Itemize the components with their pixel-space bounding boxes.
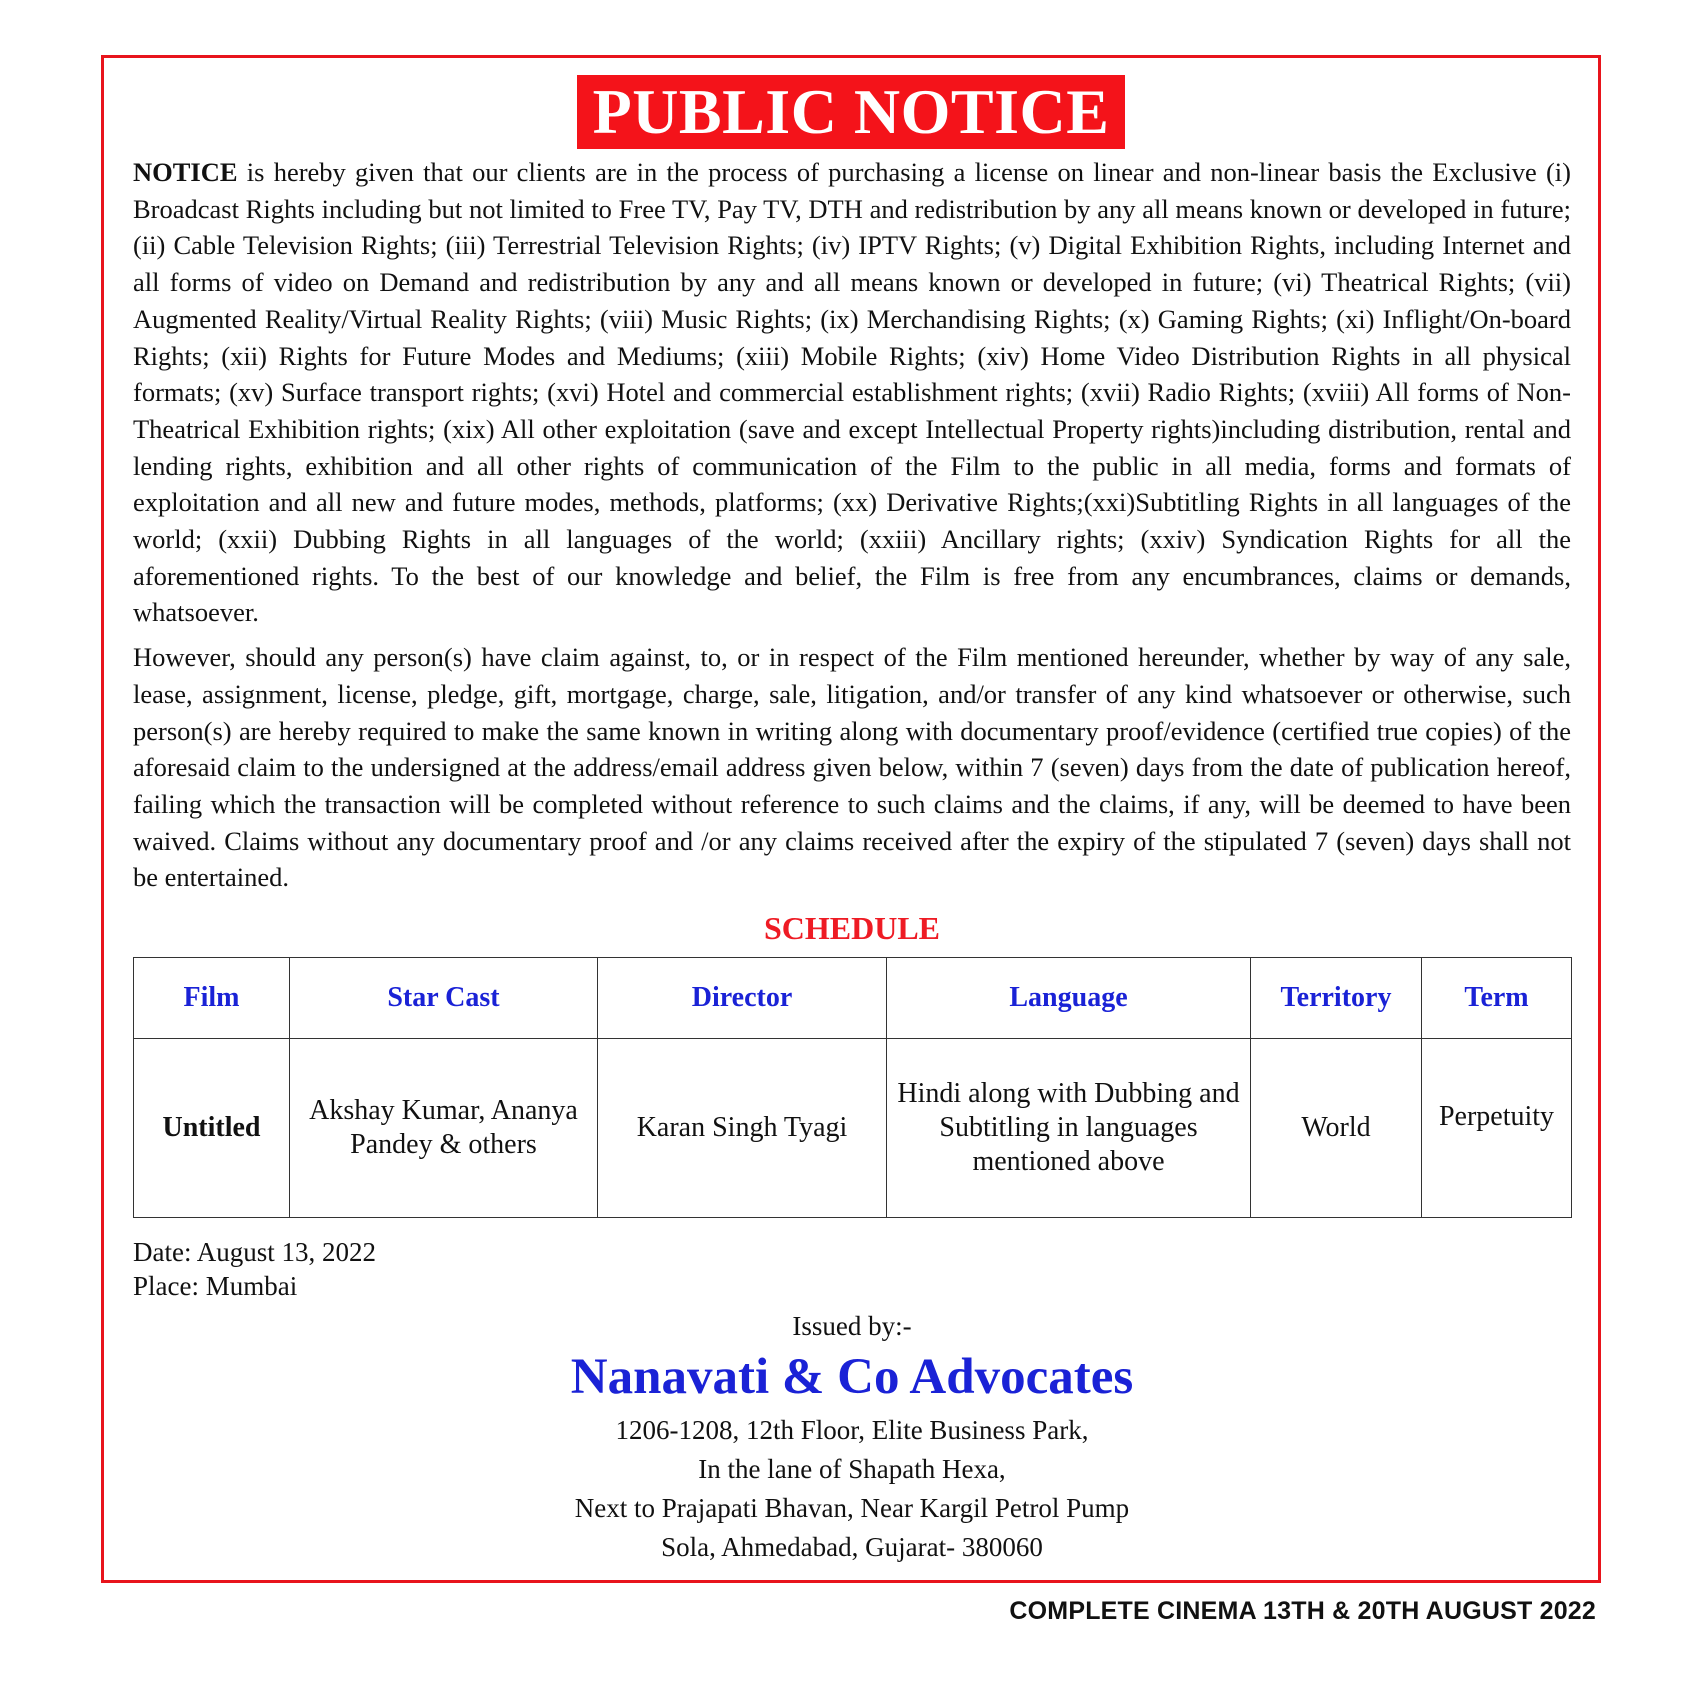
- table-row: [134, 1039, 1572, 1218]
- address-line: In the lane of Shapath Hexa,: [698, 1454, 1006, 1485]
- schedule-table: [133, 957, 1572, 1218]
- address-line: Sola, Ahmedabad, Gujarat- 380060: [661, 1532, 1043, 1563]
- notice-lead-word: NOTICE: [133, 157, 238, 187]
- firm-name: Nanavati & Co Advocates: [570, 1349, 1134, 1406]
- notice-paragraph-1-body: is hereby given that our clients are in the process of purchasing a license on linear and non-linear basis the Exclusive (i) Broadcast Rights including but not limited to Free TV, Pay TV, DTH and redistribution by any all means known or developed in future; (ii) Cable Television Rights; (iii) Terrestrial Television Rights; (iv) IPTV Rights; (v) Digital Exhibition Rights, including Internet and all forms of video on Demand and redistribution by any and all means known or developed in future; (vi) Theatrical Rights; (vii) Augmented Reality/Virtual Reality Rights; (viii) Music Rights; (ix) Merchandising Rights; (x) Gaming Rights; (xi) Inflight/On-board Rights; (xii) Rights for Future Modes and Mediums; (xiii) Mobile Rights; (xiv) Home Video Distribution Rights in all physical formats; (xv) Surface transport rights; (xvi) Hotel and commercial establishment rights; (xvii) Radio Rights; (xviii) All forms of Non-Theatrical Exhibition rights; (xix) All other exploitation (save and except Intellectual Property rights)including distribution, rental and lending rights, exhibition and all other rights of communication of the Film to the public in all media, forms and formats of exploitation and all new and future modes, methods, platforms; (xx) Derivative Rights;(xxi)Subtitling Rights in all languages of the world; (xxii) Dubbing Rights in all languages of the world; (xxiii) Ancillary rights; (xxiv) Syndication Rights for all the aforementioned rights. To the best of our knowledge and belief, the Film is free from any encumbrances, claims or demands, whatsoever.: [133, 157, 1571, 628]
- notice-meta: [133, 1235, 1571, 1303]
- header-film: Film: [134, 958, 290, 1039]
- header-director: Director: [598, 958, 887, 1039]
- cell-star-cast: Akshay Kumar, Ananya Pandey & others: [290, 1039, 598, 1218]
- header-territory: Territory: [1251, 958, 1422, 1039]
- address-line: 1206-1208, 12th Floor, Elite Business Park,: [615, 1415, 1089, 1446]
- header-term: Term: [1422, 958, 1572, 1039]
- notice-date: Date: August 13, 2022: [133, 1237, 376, 1268]
- schedule-header-row: [134, 958, 1572, 1039]
- header-star-cast: Star Cast: [290, 958, 598, 1039]
- cell-film: Untitled: [134, 1039, 290, 1218]
- publication-footer: COMPLETE CINEMA 13TH & 20TH AUGUST 2022: [1009, 1597, 1596, 1625]
- cell-territory: World: [1251, 1039, 1422, 1218]
- notice-place: Place: Mumbai: [133, 1271, 298, 1302]
- cell-director: Karan Singh Tyagi: [598, 1039, 887, 1218]
- notice-content: [133, 154, 1571, 1567]
- issued-by-label: Issued by:-: [792, 1311, 912, 1342]
- notice-paragraph-2: However, should any person(s) have claim against, to, or in respect of the Film mentioned hereunder, whether by way of any sale, lease, assignment, license, pledge, gift, mortgage, charge, sale, litigation, and/or transfer of any kind whatsoever or otherwise, such person(s) are hereby required to make the same known in writing along with documentary proof/evidence (certified true copies) of the aforesaid claim to the undersigned at the address/email address given below, within 7 (seven) days from the date of publication hereof, failing which the transaction will be completed without reference to such claims and the claims, if any, will be deemed to have been waived. Claims without any documentary proof and /or any claims received after the expiry of the stipulated 7 (seven) days shall not be entertained.: [133, 642, 1571, 893]
- title-wrap: [104, 75, 1598, 149]
- notice-frame: [101, 55, 1601, 1583]
- header-language: Language: [887, 958, 1251, 1039]
- notice-title: PUBLIC NOTICE: [577, 75, 1126, 149]
- cell-language: Hindi along with Dubbing and Subtitling in languages mentioned above: [887, 1039, 1251, 1218]
- schedule-heading: SCHEDULE: [763, 910, 941, 947]
- address-line: Next to Prajapati Bhavan, Near Kargil Petrol Pump: [574, 1493, 1130, 1524]
- notice-paragraph-1: [133, 154, 1571, 631]
- cell-term: Perpetuity: [1422, 1039, 1572, 1218]
- firm-address: [133, 1411, 1571, 1567]
